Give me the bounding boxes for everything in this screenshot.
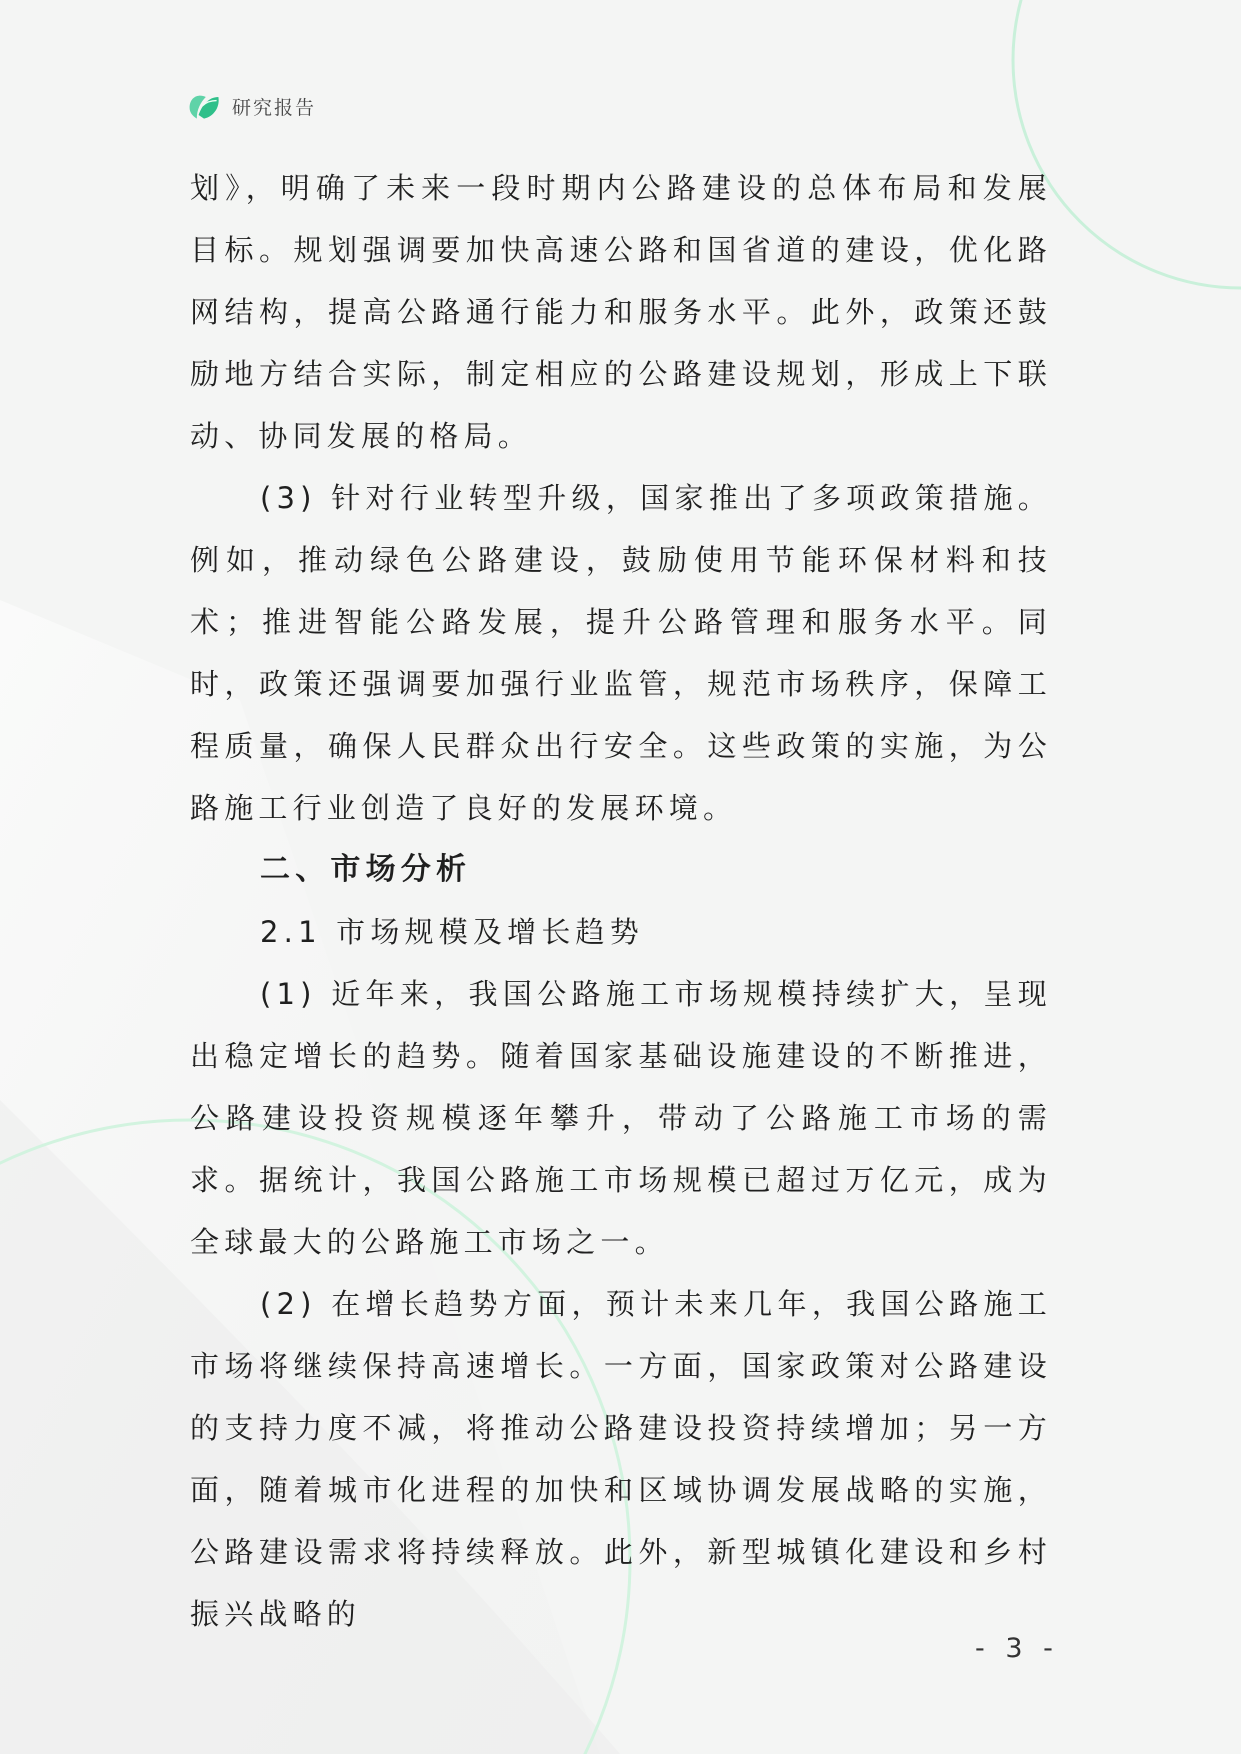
paragraph: 划》，明确了未来一段时期内公路建设的总体布局和发展目标。规划强调要加快高速公路和国省道的建设，优化路网结构，提高公路通行能力和服务水平。此外，政策还鼓励地方结合实际，制定相应的公路建设规划，形成上下联动、协同发展的格局。: [190, 171, 1052, 453]
subsection-heading: 2.1 市场规模及增长趋势: [260, 915, 644, 949]
header-title: 研究报告: [232, 96, 317, 119]
section-heading: 二、市场分析: [260, 852, 472, 887]
paragraph: (2) 在增长趋势方面，预计未来几年，我国公路施工市场将继续保持高速增长。一方面，国家政策对公路建设的支持力度不减，将推动公路建设投资持续增加；另一方面，随着城市化进程的加快和区域协调发展战略的实施，公路建设需求将持续释放。此外，新型城镇化建设和乡村振兴战略的: [190, 1287, 1052, 1631]
paragraph: (3) 针对行业转型升级，国家推出了多项政策措施。例如，推动绿色公路建设，鼓励使用节能环保材料和技术；推进智能公路发展，提升公路管理和服务水平。同时，政策还强调要加强行业监管，规范市场秩序，保障工程质量，确保人民群众出行安全。这些政策的实施，为公路施工行业创造了良好的发展环境。: [190, 481, 1052, 825]
document-body: [190, 157, 1052, 1645]
report-header: [186, 86, 316, 126]
paragraph: (1) 近年来，我国公路施工市场规模持续扩大，呈现出稳定增长的趋势。随着国家基础设施建设的不断推进，公路建设投资规模逐年攀升，带动了公路施工市场的需求。据统计，我国公路施工市场规模已超过万亿元，成为全球最大的公路施工市场之一。: [190, 977, 1052, 1259]
leaf-logo-icon: [186, 88, 222, 124]
page-number: - 3 -: [975, 1633, 1059, 1664]
